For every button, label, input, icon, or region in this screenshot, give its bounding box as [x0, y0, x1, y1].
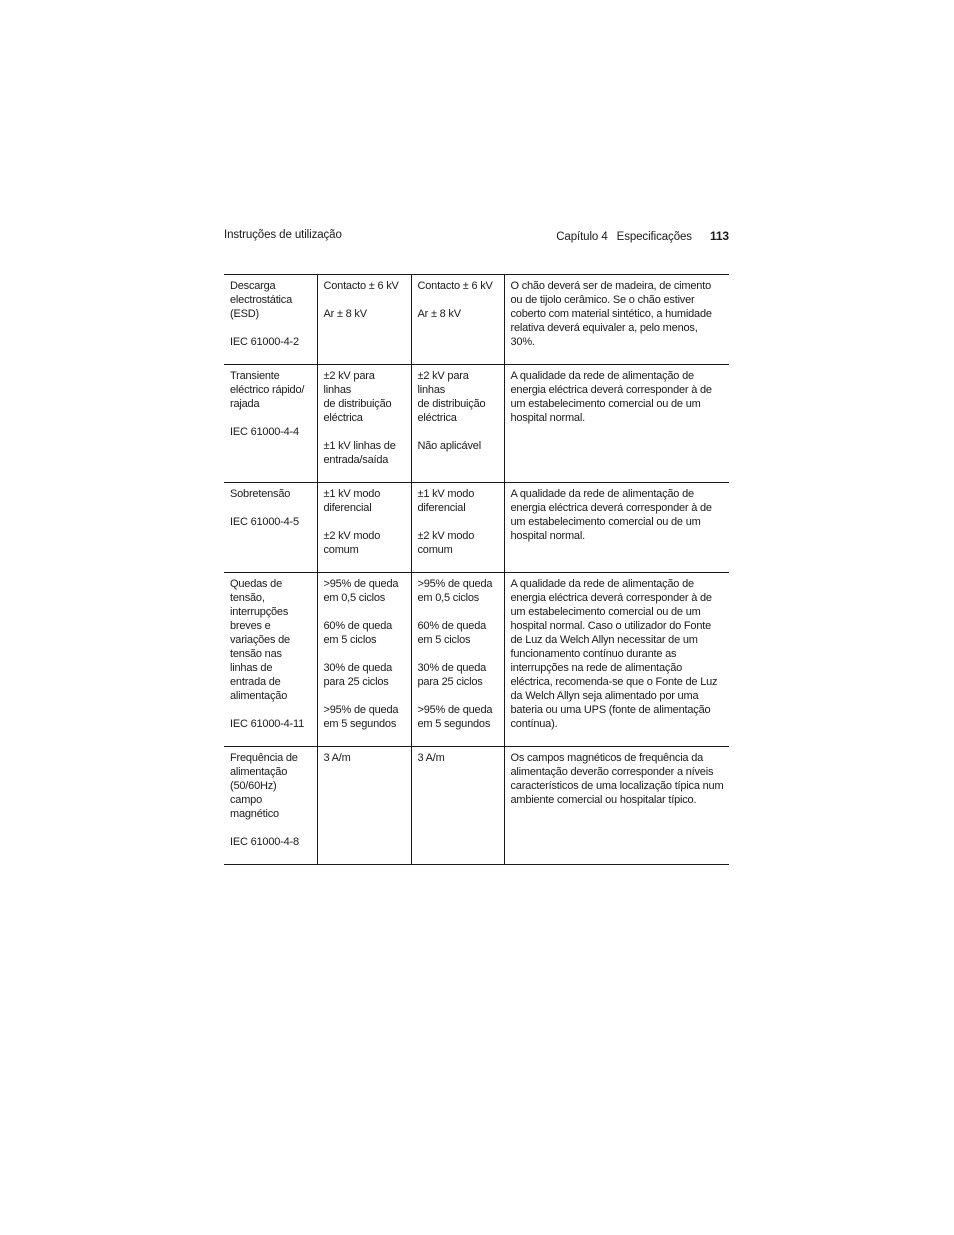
- cell-text: A qualidade da rede de alimentação de energia eléctrica deverá corresponder à de um estabelecimento comercial ou de um hospital normal. Caso o utilizador do Fonte de Luz da Welch Allyn necessitar de um funcionamento contínuo durante as interrupções na rede de alimentação eléctrica, recomenda-se que o Fonte de Luz da Welch Allyn seja alimentado por uma bateria ou uma UPS (fonte de alimentação contínua).: [510, 578, 718, 730]
- cell-text: 30% de queda para 25 ciclos: [323, 662, 393, 688]
- guidance-cell: [504, 275, 729, 365]
- phenomenon-cell: [224, 573, 317, 747]
- cell-text: IEC 61000-4-5: [230, 516, 299, 528]
- table-row: [224, 275, 729, 365]
- test-level-cell: [317, 747, 411, 865]
- cell-text: Contacto ± 6 kV: [323, 280, 399, 292]
- cell-text: O chão deverá ser de madeira, de cimento ou de tijolo cerâmico. Se o chão estiver coberto com material sintético, a humidade relativa deverá equivaler a, pelo menos, 30%.: [510, 280, 712, 348]
- cell-text: Frequência de alimentação (50/60Hz) campo magnético: [230, 752, 298, 820]
- cell-text: >95% de queda em 5 segundos: [323, 704, 399, 730]
- test-level-cell: [317, 573, 411, 747]
- cell-text: Transiente eléctrico rápido/ rajada: [230, 370, 305, 410]
- cell-text: ±1 kV modo diferencial: [417, 488, 475, 514]
- page-header: [224, 229, 729, 247]
- compliance-level-cell: [411, 365, 504, 483]
- test-level-cell: [317, 275, 411, 365]
- cell-text: IEC 61000-4-2: [230, 336, 299, 348]
- test-level-cell: [317, 483, 411, 573]
- cell-text: ±2 kV para linhas de distribuição eléctrica: [323, 370, 392, 424]
- chapter-info: [556, 229, 729, 243]
- cell-text: A qualidade da rede de alimentação de energia eléctrica deverá corresponder à de um estabelecimento comercial ou de um hospital normal.: [510, 488, 712, 542]
- guidance-cell: [504, 747, 729, 865]
- cell-text: ±2 kV modo comum: [323, 530, 381, 556]
- cell-text: IEC 61000-4-4: [230, 426, 299, 438]
- table-row: [224, 483, 729, 573]
- cell-text: Ar ± 8 kV: [323, 308, 367, 320]
- compliance-level-cell: [411, 573, 504, 747]
- cell-text: Contacto ± 6 kV: [417, 280, 493, 292]
- table-row: [224, 747, 729, 865]
- cell-text: >95% de queda em 5 segundos: [417, 704, 493, 730]
- cell-text: ±1 kV linhas de entrada/saída: [323, 440, 396, 466]
- cell-text: ±2 kV modo comum: [417, 530, 475, 556]
- cell-text: Sobretensão: [230, 488, 291, 500]
- test-level-cell: [317, 365, 411, 483]
- compliance-level-cell: [411, 483, 504, 573]
- guidance-cell: [504, 573, 729, 747]
- cell-text: 60% de queda em 5 ciclos: [323, 620, 393, 646]
- chapter-label: Capítulo 4: [556, 231, 608, 243]
- cell-text: >95% de queda em 0,5 ciclos: [417, 578, 493, 604]
- cell-text: Ar ± 8 kV: [417, 308, 461, 320]
- cell-text: Os campos magnéticos de frequência da alimentação deverão corresponder a níveis característicos de uma localização típica num ambiente comercial ou hospitalar típico.: [510, 752, 724, 806]
- cell-text: Não aplicável: [417, 440, 481, 452]
- guidance-cell: [504, 365, 729, 483]
- cell-text: 60% de queda em 5 ciclos: [417, 620, 487, 646]
- compliance-level-cell: [411, 275, 504, 365]
- cell-text: 3 A/m: [417, 752, 445, 764]
- manual-title: Instruções de utilização: [224, 229, 342, 241]
- cell-text: IEC 61000-4-11: [230, 718, 305, 730]
- guidance-cell: [504, 483, 729, 573]
- table-row: [224, 573, 729, 747]
- phenomenon-cell: [224, 483, 317, 573]
- cell-text: >95% de queda em 0,5 ciclos: [323, 578, 399, 604]
- compliance-level-cell: [411, 747, 504, 865]
- page-number: 113: [709, 229, 729, 243]
- table-row: [224, 365, 729, 483]
- cell-text: ±2 kV para linhas de distribuição eléctrica: [417, 370, 486, 424]
- cell-text: Quedas de tensão, interrupções breves e variações de tensão nas linhas de entrada de alimentação: [230, 578, 290, 702]
- emc-immunity-table: [224, 274, 729, 865]
- cell-text: Descarga electrostática (ESD): [230, 280, 293, 320]
- cell-text: ±1 kV modo diferencial: [323, 488, 381, 514]
- section-label: Especificações: [616, 231, 692, 243]
- phenomenon-cell: [224, 275, 317, 365]
- phenomenon-cell: [224, 747, 317, 865]
- cell-text: 30% de queda para 25 ciclos: [417, 662, 487, 688]
- cell-text: A qualidade da rede de alimentação de energia eléctrica deverá corresponder à de um estabelecimento comercial ou de um hospital normal.: [510, 370, 712, 424]
- cell-text: IEC 61000-4-8: [230, 836, 299, 848]
- phenomenon-cell: [224, 365, 317, 483]
- cell-text: 3 A/m: [323, 752, 351, 764]
